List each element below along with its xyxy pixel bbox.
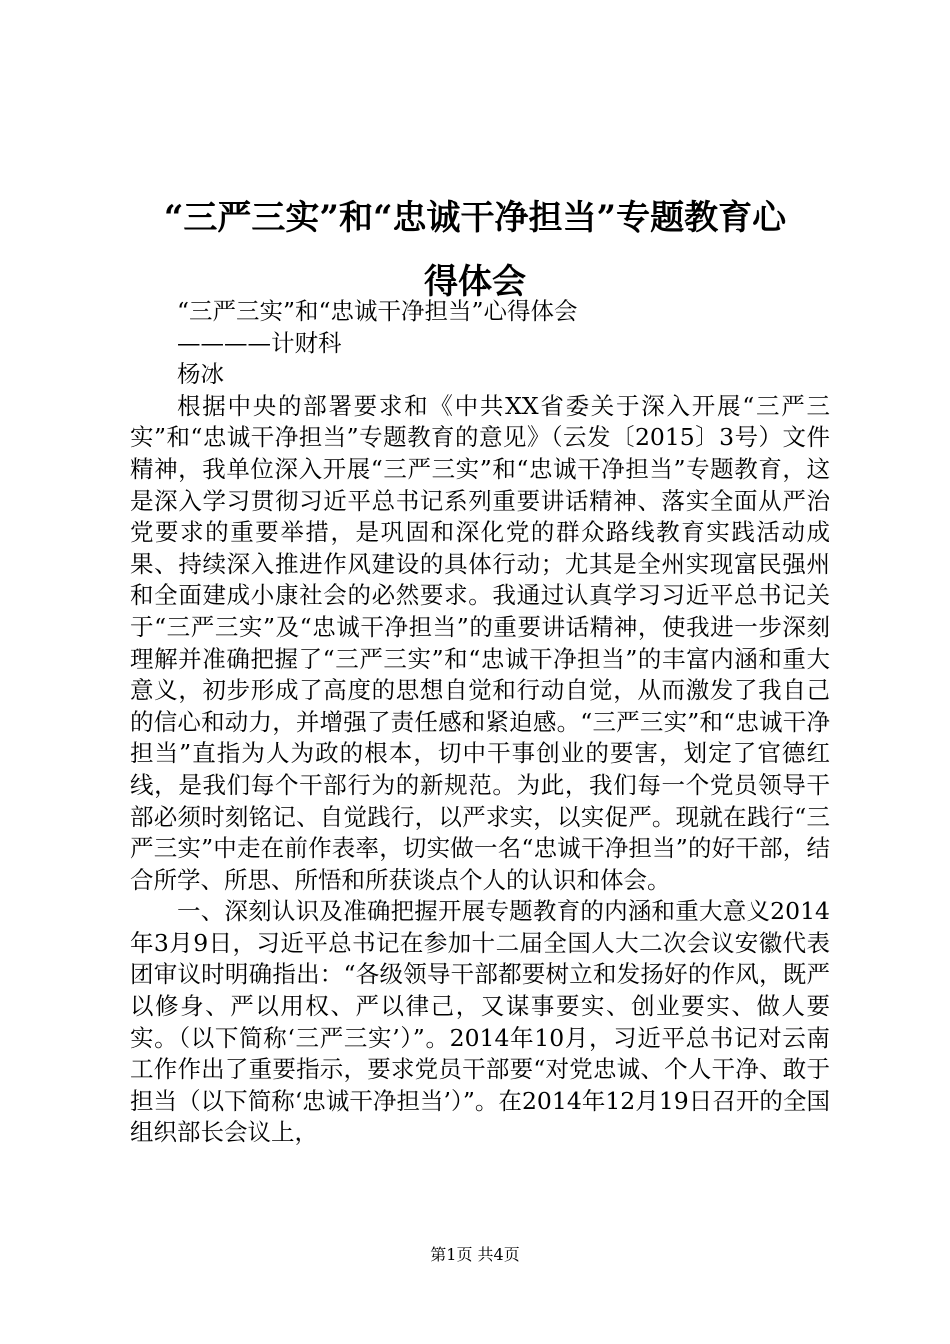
title-line-2: 得体会 [424,262,526,302]
paragraph-2: 一、深刻认识及准确把握开展专题教育的内涵和重大意义2014年3月9日，习近平总书记在参加十二届全国人大二次会议安徽代表团审议时明确指出：“各级领导干部都要树立和发扬好的作风，既严以修身、严以用权、严以律己，又谋事要实、创业要实、做人要实。（以下简称‘三严三实’）”。2014年10月，习近平总书记对云南工作作出了重要指示，要求党员干部要“对党忠诚、个人干净、敢于担当（以下简称‘忠诚干净担当’）”。在2014年12月19日召开的全国组织部长会议上， [130,897,830,1147]
subtitle: “三严三实”和“忠诚干净担当”心得体会 [177,297,578,325]
author-name: 杨冰 [177,360,224,389]
document-title [120,186,830,314]
page-footer: 第1页 共4页 [430,1245,520,1264]
document-body [130,296,830,1149]
department-line: ————计财科 [177,328,342,357]
paragraph-1: 根据中央的部署要求和《中共XX省委关于深入开展“三严三实”和“忠诚干净担当”专题教育的意见》（云发〔2015〕3号）文件精神，我单位深入开展“三严三实”和“忠诚干净担当”专题教育，这是深入学习贯彻习近平总书记系列重要讲话精神、落实全面从严治党要求的重要举措，是巩固和深化党的群众路线教育实践活动成果、持续深入推进作风建设的具体行动；尤其是全州实现富民强州和全面建成小康社会的必然要求。我通过认真学习习近平总书记关于“三严三实”及“忠诚干净担当”的重要讲话精神，使我进一步深刻理解并准确把握了“三严三实”和“忠诚干净担当”的丰富内涵和重大意义，初步形成了高度的思想自觉和行动自觉，从而激发了我自己的信心和动力，并增强了责任感和紧迫感。“三严三实”和“忠诚干净担当”直指为人为政的根本，切中干事创业的要害，划定了官德红线，是我们每个干部行为的新规范。为此，我们每一个党员领导干部必须时刻铭记、自觉践行，以严求实，以实促严。现就在践行“三严三实”中走在前作表率，切实做一名“忠诚干净担当”的好干部，结合所学、所思、所悟和所获谈点个人的认识和体会。 [130,391,830,894]
title-line-1: “三严三实”和“忠诚干净担当”专题教育心 [163,198,787,238]
